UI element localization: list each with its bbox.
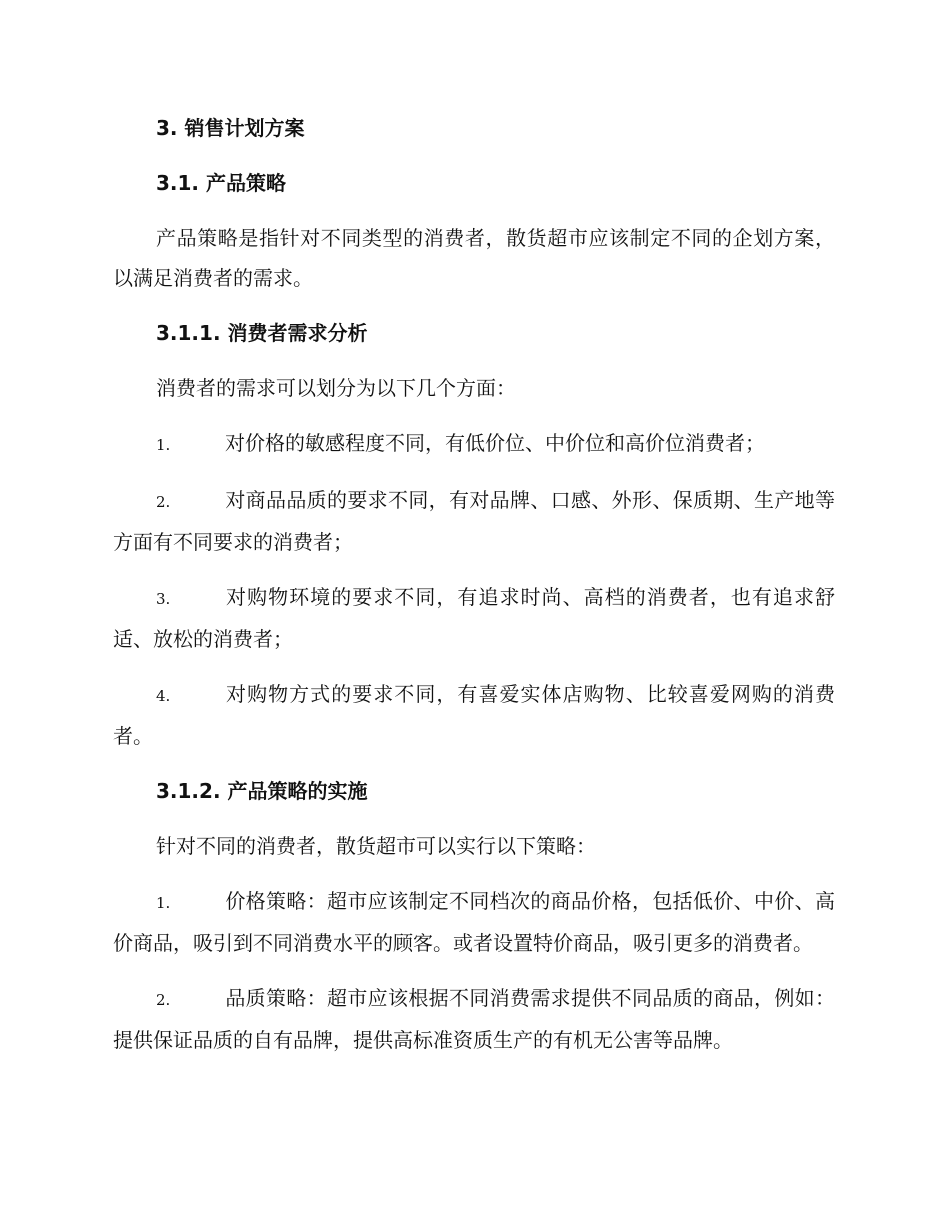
list-item-number: 1. (156, 894, 171, 912)
list-item-text: 对价格的敏感程度不同，有低价位、中价位和高价位消费者； (225, 431, 765, 455)
list-item (113, 577, 835, 659)
list-item-number: 1. (156, 436, 171, 454)
section-heading-3-1: 3.1. 产品策略 (156, 171, 286, 195)
list-item-number: 4. (156, 687, 171, 705)
list-item (113, 978, 835, 1060)
section-heading-3: 3. 销售计划方案 (156, 116, 305, 140)
section-heading-3-1-1: 3.1.1. 消费者需求分析 (156, 321, 368, 345)
list-item-text: 品质策略：超市应该根据不同消费需求提供不同品质的商品，例如：提供保证品质的自有品牌，提供高标准资质生产的有机无公害等品牌。 (113, 986, 835, 1052)
section-heading-3-1-2: 3.1.2. 产品策略的实施 (156, 779, 368, 803)
list-item (113, 881, 835, 963)
paragraph-strategy-intro: 针对不同的消费者，散货超市可以实行以下策略： (156, 834, 596, 858)
list-item (113, 480, 835, 562)
document-body (113, 108, 835, 1075)
paragraph-needs-intro: 消费者的需求可以划分为以下几个方面： (156, 376, 516, 400)
list-item-number: 3. (156, 590, 171, 608)
list-item-number: 2. (156, 991, 171, 1009)
list-item-text: 对商品品质的要求不同，有对品牌、口感、外形、保质期、生产地等方面有不同要求的消费者； (113, 488, 835, 554)
list-item-text: 对购物环境的要求不同，有追求时尚、高档的消费者，也有追求舒适、放松的消费者； (113, 585, 835, 651)
list-item-text: 价格策略：超市应该制定不同档次的商品价格，包括低价、中价、高价商品，吸引到不同消费水平的顾客。或者设置特价商品，吸引更多的消费者。 (113, 889, 835, 955)
list-item (113, 674, 835, 756)
list-item-text: 对购物方式的要求不同，有喜爱实体店购物、比较喜爱网购的消费者。 (113, 682, 835, 748)
list-item-number: 2. (156, 493, 171, 511)
paragraph-product-strategy: 产品策略是指针对不同类型的消费者，散货超市应该制定不同的企划方案，以满足消费者的需求。 (113, 226, 835, 290)
list-item (113, 423, 835, 465)
